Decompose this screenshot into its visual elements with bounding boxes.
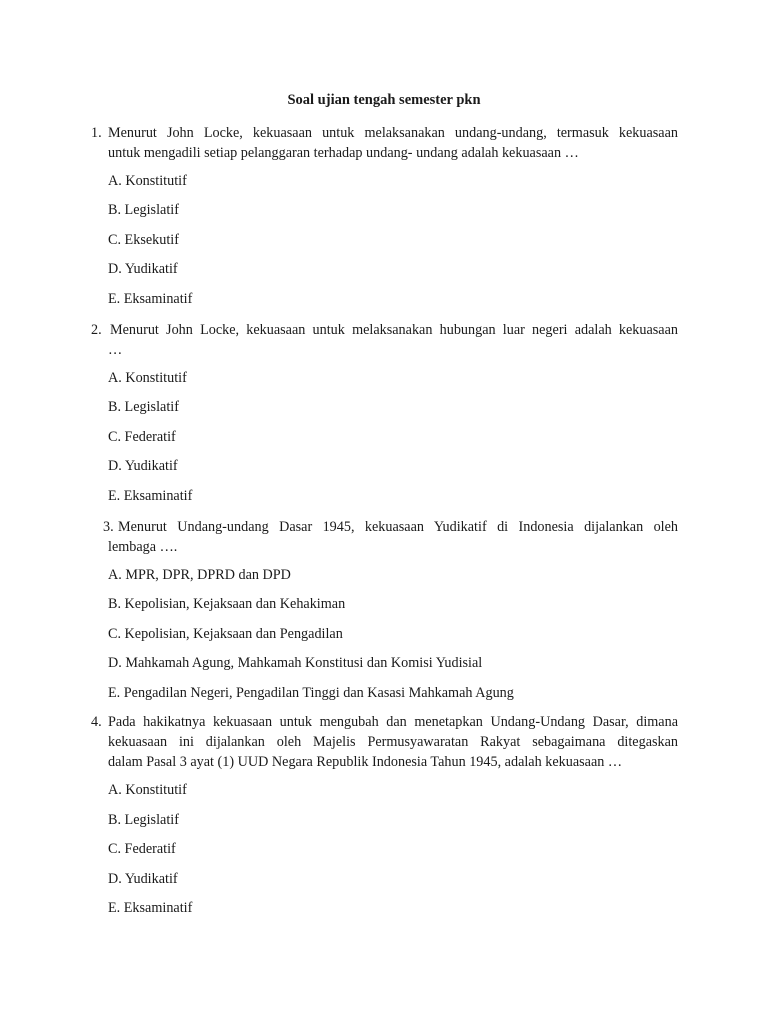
question-3-option-b: B. Kepolisian, Kejaksaan dan Kehakiman (108, 596, 346, 612)
question-4-text-line-1: Pada hakikatnya kekuasaan untuk mengubah dan menetapkan Undang-Undang Dasar, dimana (108, 714, 678, 730)
question-4-option-a: A. Konstitutif (108, 782, 187, 798)
question-2-number: 2. (91, 322, 102, 338)
question-1-number: 1. (91, 125, 102, 141)
question-4-text-line-3: dalam Pasal 3 ayat (1) UUD Negara Republik Indonesia Tahun 1945, adalah kekuasaan … (108, 754, 623, 770)
question-4-number: 4. (91, 714, 102, 730)
question-1-option-c: C. Eksekutif (108, 232, 179, 248)
question-1-text-line-1: Menurut John Locke, kekuasaan untuk melaksanakan undang-undang, termasuk kekuasaan (108, 125, 678, 141)
question-3-option-a: A. MPR, DPR, DPRD dan DPD (108, 567, 291, 583)
question-1-option-b: B. Legislatif (108, 202, 179, 218)
question-4-option-d: D. Yudikatif (108, 871, 178, 887)
question-4-text-line-2: kekuasaan ini dijalankan oleh Majelis Permusyawaratan Rakyat sebagaimana ditegaskan (108, 734, 678, 750)
question-4-option-c: C. Federatif (108, 841, 176, 857)
document-title: Soal ujian tengah semester pkn (287, 92, 481, 108)
question-2-option-e: E. Eksaminatif (108, 488, 193, 504)
question-4-option-b: B. Legislatif (108, 812, 179, 828)
question-1-option-a: A. Konstitutif (108, 173, 187, 189)
question-2-option-d: D. Yudikatif (108, 458, 178, 474)
question-2-text-line-1: Menurut John Locke, kekuasaan untuk melaksanakan hubungan luar negeri adalah kekuasaan (110, 322, 678, 338)
question-3-option-c: C. Kepolisian, Kejaksaan dan Pengadilan (108, 626, 343, 642)
question-1-text-line-2: untuk mengadili setiap pelanggaran terhadap undang- undang adalah kekuasaan … (108, 145, 579, 161)
question-2-text-line-2: … (108, 342, 123, 358)
question-3-text-line-1: Menurut Undang-undang Dasar 1945, kekuasaan Yudikatif di Indonesia dijalankan oleh (118, 519, 678, 535)
question-3-number: 3. (103, 519, 114, 535)
question-4-option-e: E. Eksaminatif (108, 900, 193, 916)
question-3-option-d: D. Mahkamah Agung, Mahkamah Konstitusi dan Komisi Yudisial (108, 655, 483, 671)
question-3-text-line-2: lembaga …. (108, 539, 178, 555)
question-2-option-a: A. Konstitutif (108, 370, 187, 386)
question-3-option-e: E. Pengadilan Negeri, Pengadilan Tinggi dan Kasasi Mahkamah Agung (108, 685, 514, 701)
question-2-option-b: B. Legislatif (108, 399, 179, 415)
question-1-option-d: D. Yudikatif (108, 261, 178, 277)
question-2-option-c: C. Federatif (108, 429, 176, 445)
question-1-option-e: E. Eksaminatif (108, 291, 193, 307)
